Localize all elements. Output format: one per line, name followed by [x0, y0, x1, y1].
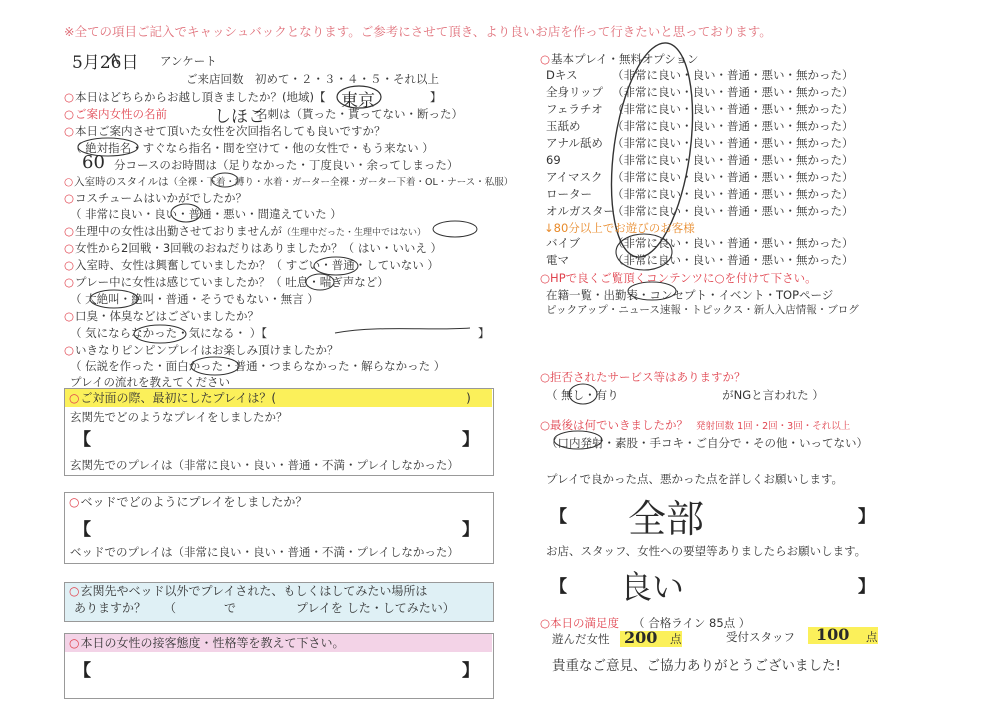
- play-rating-options: （非常に良い・良い・普通・悪い・無かった）: [612, 204, 854, 218]
- bed-bracket-left: 【: [74, 520, 91, 540]
- bed-rating: ベッドでのプレイは（非常に良い・良い・普通・不満・プレイしなかった）: [70, 545, 459, 559]
- play-rating-options: （非常に良い・良い・普通・悪い・無かった）: [612, 236, 854, 250]
- play-name: Dキス: [546, 68, 578, 82]
- q-flow: プレイの流れを教えてください: [70, 375, 230, 389]
- q-next-options: （ 絶対指名・すぐなら指名・間を空けて・他の女性で・もう来ない ）: [70, 141, 434, 155]
- review-bracket-right: 】: [858, 507, 875, 527]
- hp-line2: ピックアップ・ニュース速報・トピックス・新人入店情報・ブログ: [546, 304, 859, 316]
- satisfaction-label: ○本日の満足度 （ 合格ライン 85点 ）: [540, 616, 751, 630]
- visit-count: ご来店回数 初めて・２・３・４・５・それ以上: [186, 72, 439, 86]
- q-area: ○ 本日はどちらからお越し頂きましたか？(地域)【: [64, 90, 326, 104]
- request-label: お店、スタッフ、女性への要望等ありましたらお願いします。: [546, 544, 867, 558]
- q-name-card: 名刺は（貰った・貰ってない・断った）: [256, 107, 463, 121]
- play-rating-options: （非常に良い・良い・普通・悪い・無かった）: [612, 153, 854, 167]
- q-feel: ○ プレー中に女性は感じていましたか？（ 吐息・喘ぎ声など）: [64, 275, 389, 289]
- q-period: ○ 生理中の女性は出勤させておりませんが（生理中だった・生理中ではない）: [64, 224, 426, 240]
- q-pinpin: ○ いきなりピンピンプレイはお楽しみ頂けましたか？: [64, 343, 339, 357]
- name-handwriting: しほこ: [214, 107, 265, 127]
- bed-header: ○ ベッドでどのようにプレイをしましたか？: [65, 493, 307, 511]
- play-rating-options: （非常に良い・良い・普通・悪い・無かった）: [612, 136, 854, 150]
- play-rating-options: （非常に良い・良い・普通・悪い・無かった）: [612, 253, 854, 267]
- play-rating-options: （非常に良い・良い・普通・悪い・無かった）: [612, 68, 854, 82]
- entrance-question: 玄関先でどのようなプレイをしましたか？: [70, 410, 288, 424]
- hp-line1: 在籍一覧・出勤表・コンセプト・イベント・TOPページ: [546, 288, 834, 302]
- play-name: 全身リップ: [546, 85, 604, 99]
- play-name: バイブ: [546, 236, 581, 250]
- play-name: 69: [546, 153, 561, 167]
- play-name: アナル舐め: [546, 136, 603, 150]
- entrance-header: ○ ご対面の際、最初にしたプレイは？( ): [65, 389, 492, 407]
- q-next: ○ 本日ご案内させて頂いた女性を次回指名しても良いですか？: [64, 124, 386, 138]
- attitude-header: ○ 本日の女性の接客態度・性格等を教えて下さい。: [65, 634, 492, 652]
- play-name: 電マ: [546, 253, 569, 267]
- eighty-min-header: ↓80分以上でお遊びのお客様: [544, 221, 695, 235]
- play-rating-options: （非常に良い・良い・普通・悪い・無かった）: [612, 170, 854, 184]
- attitude-bracket-right: 】: [462, 661, 479, 681]
- attitude-bracket-left: 【: [74, 661, 91, 681]
- play-rating-options: （非常に良い・良い・普通・悪い・無かった）: [612, 187, 854, 201]
- q-odor-end: 】: [478, 326, 490, 340]
- play-name: オルガスター: [546, 204, 615, 218]
- review-bracket-left: 【: [550, 507, 567, 527]
- good-bad-label: プレイで良かった点、悪かった点を詳しくお願いします。: [546, 472, 844, 486]
- date-handwriting: 5月26日: [72, 53, 139, 73]
- q-costume-options: （ 非常に良い・良い・普通・悪い・間違えていた ）: [70, 207, 342, 221]
- review-handwriting: 全部: [628, 497, 705, 541]
- q-course: 分コースのお時間は（足りなかった・丁度良い・余ってしまった）: [114, 158, 459, 172]
- girl-score-unit: 点: [670, 632, 682, 646]
- bed-bracket-right: 】: [462, 520, 479, 540]
- other-place-line1: ○ 玄関先やベッド以外でプレイされた、もしくはしてみたい場所は: [65, 583, 427, 599]
- q-excited: ○ 入室時、女性は興奮していましたか？（ すごい・普通・していない ）: [64, 258, 439, 272]
- entrance-rating: 玄関先でのプレイは（非常に良い・良い・普通・不満・プレイしなかった）: [70, 458, 459, 472]
- q-odor: ○ 口臭・体臭などはございましたか？: [64, 309, 259, 323]
- play-name: アイマスク: [546, 170, 603, 184]
- survey-title: アンケート: [160, 54, 217, 68]
- girl-score-label: 遊んだ女性: [552, 632, 610, 646]
- play-name: 玉舐め: [546, 119, 581, 133]
- notice-text: ※全ての項目ご記入でキャッシュバックとなります。ご参考にさせて頂き、より良いお店を作って行きたいと思っております。: [64, 24, 772, 39]
- q-pinpin-options: （ 伝説を作った・面白かった・普通・つまらなかった・解らなかった ）: [70, 359, 446, 373]
- play-name: フェラチオ: [546, 102, 603, 116]
- q-feel-options: （ 大絶叫・絶叫・普通・そうでもない・無言 ）: [70, 292, 319, 306]
- q-round2: ○ 女性から2回戦・3回戦のおねだりはありましたか？（ はい・いいえ ）: [64, 241, 442, 255]
- entrance-bracket-left: 【: [74, 430, 91, 450]
- finish-options: （口内発射・素股・手コキ・ご自分で・その他・いってない）: [546, 436, 868, 450]
- request-bracket-right: 】: [858, 577, 875, 597]
- q-style: ○ 入室時のスタイルは（全裸・下着・縛り・水着・ガーター全裸・ガーター下着・OL・ナース・私服）: [64, 175, 513, 190]
- refused-options: （ 無し・有り がNGと言われた ）: [546, 388, 824, 402]
- staff-score-unit: 点: [866, 630, 878, 644]
- staff-score: 100: [816, 625, 850, 644]
- play-rating-options: （非常に良い・良い・普通・悪い・無かった）: [612, 119, 854, 133]
- basic-play-header: ○ 基本プレイ・無料オプション: [540, 52, 698, 66]
- other-place-line2: ありますか？ （ で プレイを した・してみたい）: [74, 601, 455, 615]
- play-rating-options: （非常に良い・良い・普通・悪い・無かった）: [612, 85, 854, 99]
- q-name: ○ ご案内女性の名前: [64, 107, 167, 121]
- q-odor-options: （ 気にならなかった・気になる・ ）【: [70, 326, 268, 340]
- play-name: ローター: [546, 187, 592, 201]
- hp-header: ○HPで良くご覧頂くコンテンツに○を付けて下さい。: [540, 271, 817, 285]
- entrance-bracket-right: 】: [462, 430, 479, 450]
- area-handwriting: 東京: [341, 91, 375, 111]
- request-bracket-left: 【: [550, 577, 567, 597]
- thanks-text: 貴重なご意見、ご協力ありがとうございました!: [552, 658, 841, 674]
- staff-score-label: 受付スタッフ: [726, 630, 795, 644]
- refused-header: ○拒否されたサービス等はありますか？: [540, 370, 746, 384]
- minutes-handwriting: 60: [82, 152, 105, 173]
- q-costume: ○ コスチュームはいかがでしたか？: [64, 191, 247, 205]
- finish-header: ○最後は何でいきましたか？ 発射回数 1回・2回・3回・それ以上: [540, 418, 851, 432]
- request-handwriting: 良い: [620, 568, 685, 606]
- girl-score: 200: [624, 628, 658, 647]
- play-rating-options: （非常に良い・良い・普通・悪い・無かった）: [612, 102, 854, 116]
- q-area-end: 】: [430, 90, 442, 104]
